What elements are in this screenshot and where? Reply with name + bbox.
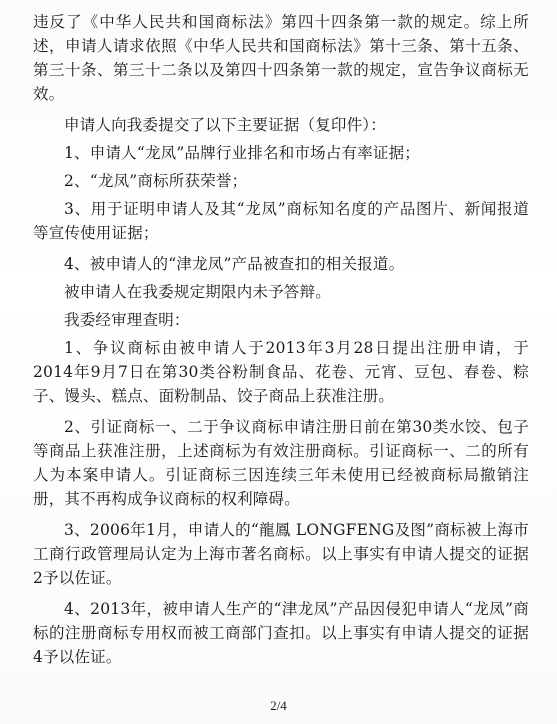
paragraph-no-reply: 被申请人在我委规定期限内未予答辩。 bbox=[64, 283, 331, 301]
evidence-item-1: 1、申请人“龙凤”品牌行业排名和市场占有率证据； bbox=[64, 144, 421, 162]
finding-item-1: 1、争议商标由被申请人于2013年3月28日提出注册申请，于2014年9月7日在第30类谷粉制食品、花卷、元宵、豆包、春卷、粽子、馒头、糕点、面粉制品、饺子商品上获准注册。 bbox=[33, 339, 529, 405]
evidence-item-2: 2、“龙凤”商标所获荣誉； bbox=[64, 172, 248, 190]
finding-item-4: 4、2013年，被申请人生产的“津龙凤”产品因侵犯申请人“龙凤”商标的注册商标专用权而被工商部门查扣。以上事实有申请人提交的证据4予以佐证。 bbox=[33, 600, 529, 666]
paragraph-evidence-intro: 申请人向我委提交了以下主要证据（复印件）： bbox=[64, 116, 386, 134]
finding-item-3: 3、2006年1月，申请人的“龍鳳 LONGFENG及图”商标被上海市工商行政管理局认定为上海市著名商标。以上事实有申请人提交的证据2予以佐证。 bbox=[33, 521, 529, 587]
evidence-item-4: 4、被申请人的“津龙凤”产品被查扣的相关报道。 bbox=[64, 255, 405, 273]
finding-item-2: 2、引证商标一、二于争议商标申请注册日前在第30类水饺、包子等商品上获准注册，上述商标为有效注册商标。引证商标一、二的所有人为本案申请人。引证商标三因连续三年未使用已经被商标局撤销注册，其不再构成争议商标的权利障碍。 bbox=[33, 418, 529, 508]
paragraph-conclusion: 违反了《中华人民共和国商标法》第四十四条第一款的规定。综上所述，申请人请求依照《中华人民共和国商标法》第十三条、第十五条、第三十条、第三十二条以及第四十四条第一款的规定，宣告争议商标无效。 bbox=[33, 13, 529, 103]
page-number: 2/4 bbox=[270, 698, 287, 713]
evidence-item-3: 3、用于证明申请人及其“龙凤”商标知名度的产品图片、新闻报道等宣传使用证据； bbox=[33, 200, 529, 242]
paragraph-findings-intro: 我委经审理查明： bbox=[64, 311, 190, 329]
